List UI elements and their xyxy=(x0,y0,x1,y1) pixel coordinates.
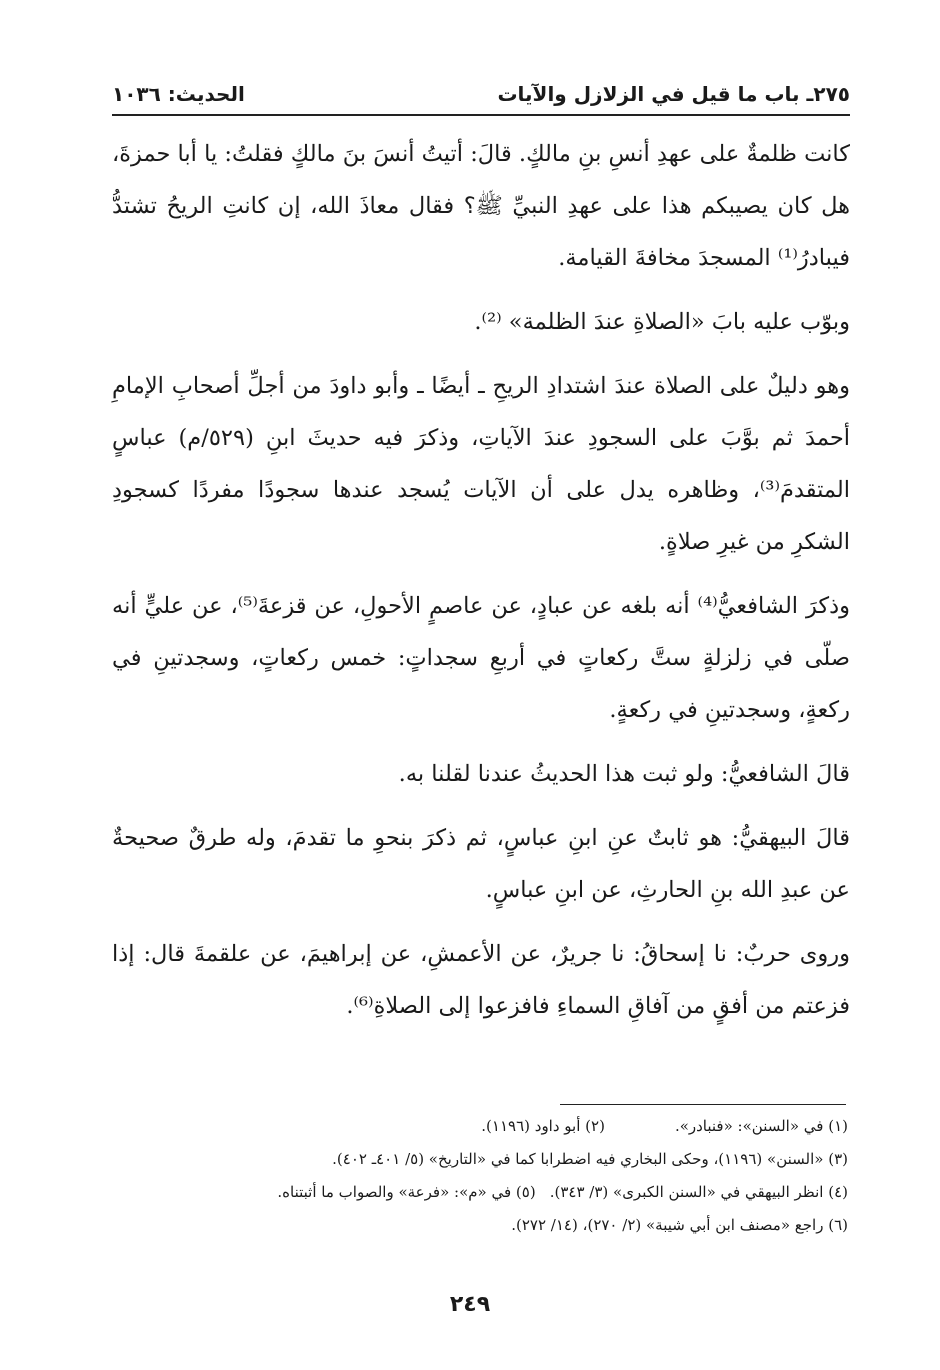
paragraph: قالَ البيهقيُّ: هو ثابتٌ عنِ ابنِ عباسٍ، ثم ذكرَ بنحوِ ما تقدمَ، وله طرقٌ صحيحةٌ عن عبدِ الله بنِ الحارثِ، عن ابنِ عباسٍ. xyxy=(112,825,850,903)
hadith-number: الحديث: ١٠٣٦ xyxy=(112,82,245,106)
paragraph: قالَ الشافعيُّ: ولو ثبت هذا الحديثُ عندنا لقلنا به. xyxy=(398,761,850,787)
running-header xyxy=(112,80,850,116)
footnote-6: (٦) راجع «مصنف ابن أبي شيبة» (٢/ ٢٧٠)، (١٤/ ٢٧٢). xyxy=(511,1216,848,1234)
footnotes xyxy=(112,1110,848,1242)
footnote-divider xyxy=(560,1104,846,1105)
footnote-5: (٥) في «م»: «فرعة» والصواب ما أثبتناه. xyxy=(277,1183,536,1201)
footnote-row xyxy=(112,1110,848,1143)
footnote-3: (٣) «السنن» (١١٩٦)، وحكى البخاري فيه اضطرابا كما في «التاريخ» (٥/ ٤٠١ـ ٤٠٢). xyxy=(332,1150,848,1168)
paragraph: وبوّب عليه بابَ «الصلاةِ عندَ الظلمة» ⁽²⁾. xyxy=(474,309,850,335)
paragraph: كانت ظلمةٌ على عهدِ أنسِ بنِ مالكٍ. قالَ: أتيتُ أنسَ بنَ مالكٍ فقلتُ: يا أبا حمزةَ، هل كان يصيبكم هذا على عهدِ النبيِّ ﷺ؟ فقال معاذَ الله، إن كانتِ الريحُ تشتدُّ فيبادرُ⁽¹⁾ المسجدَ مخافةَ القيامة. xyxy=(112,141,850,271)
paragraph: وروى حربٌ: نا إسحاقُ: نا جريرٌ، عن الأعمشِ، عن إبراهيمَ، عن علقمةَ قال: إذا فزعتم من أفقٍ من آفاقِ السماءِ فافزعوا إلى الصلاةِ⁽⁶⁾. xyxy=(112,941,850,1019)
paragraph: وذكرَ الشافعيُّ⁽⁴⁾ أنه بلغه عن عبادٍ، عن عاصمٍ الأحولِ، عن قزعةَ⁽⁵⁾، عن عليٍّ أنه صلّى في زلزلةٍ ستَّ ركعاتٍ في أربعِ سجداتٍ: خمس ركعاتٍ، وسجدتينِ في ركعةٍ، وسجدتينِ في ركعةٍ. xyxy=(112,593,850,723)
main-text xyxy=(112,128,850,1044)
footnote-row xyxy=(112,1176,848,1209)
paragraph: وهو دليلٌ على الصلاة عندَ اشتدادِ الريحِ ـ أيضًا ـ وأبو داودَ من أجلِّ أصحابِ الإمامِ أحمدَ ثم بوَّبَ على السجودِ عندَ الآياتِ، وذكرَ فيه حديثَ ابنِ (٥٢٩/م) عباسٍ المتقدمَ⁽³⁾، وظاهره يدل على أن الآيات يُسجد عندها سجودًا مفردًا كسجودِ الشكرِ من غيرِ صلاةٍ. xyxy=(112,373,851,555)
page-number: ٢٤٩ xyxy=(449,1292,491,1317)
footnote-2: (٢) أبو داود (١١٩٦). xyxy=(481,1117,605,1135)
chapter-title: ٢٧٥ـ باب ما قيل في الزلازل والآيات xyxy=(497,82,850,106)
footnote-1: (١) في «السنن»: «فنبادر». xyxy=(674,1117,848,1135)
footnote-4: (٤) انظر البيهقي في «السنن الكبرى» (٣/ ٣٤٣). xyxy=(549,1183,848,1201)
